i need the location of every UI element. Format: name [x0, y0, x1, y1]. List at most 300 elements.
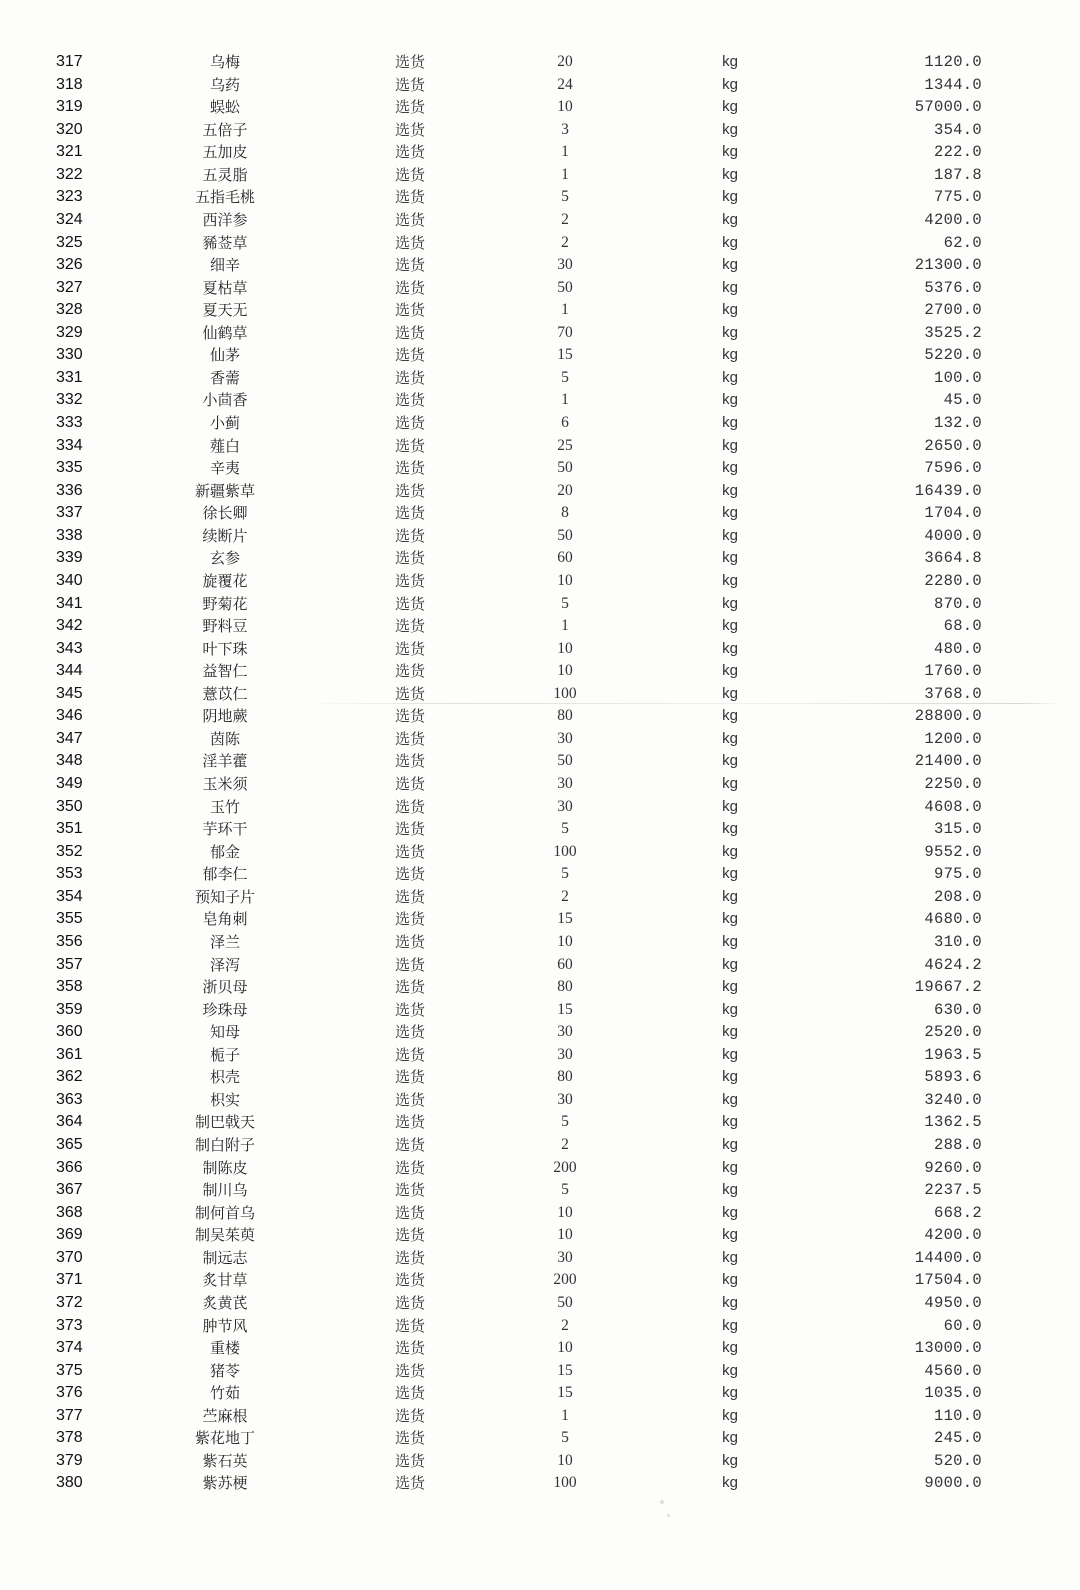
item-grade: 选货: [394, 775, 425, 793]
row-number: 364: [56, 1113, 83, 1131]
item-unit: kg: [722, 1384, 738, 1402]
item-name: 乌梅: [209, 53, 240, 71]
item-name: 紫石英: [202, 1451, 248, 1470]
table-row: [0, 186, 1080, 209]
row-number: 379: [56, 1451, 83, 1469]
row-number: 319: [56, 98, 83, 116]
item-grade: 选货: [394, 1158, 425, 1177]
item-unit: kg: [722, 887, 738, 905]
item-name: 苎麻根: [202, 1406, 248, 1425]
item-amount: 5893.6: [924, 1068, 982, 1087]
item-amount: 2700.0: [924, 301, 982, 320]
item-grade: 选货: [394, 865, 425, 884]
item-quantity: 6: [561, 414, 569, 431]
item-unit: kg: [722, 346, 738, 364]
row-number: 330: [56, 346, 83, 364]
item-name: 小茴香: [202, 391, 248, 410]
table-row: [0, 209, 1080, 232]
item-grade: 选货: [394, 617, 425, 636]
item-unit: kg: [722, 210, 738, 228]
table-row: [0, 367, 1080, 390]
item-grade: 选货: [394, 955, 425, 974]
item-amount: 60.0: [943, 1316, 982, 1335]
table-row: [0, 1450, 1080, 1473]
item-amount: 21300.0: [914, 256, 982, 275]
item-amount: 1704.0: [924, 504, 982, 523]
item-grade: 选货: [394, 120, 425, 139]
item-amount: 310.0: [933, 932, 982, 951]
item-unit: kg: [722, 1181, 738, 1199]
row-number: 318: [56, 75, 83, 93]
table-row: [0, 683, 1080, 706]
item-quantity: 5: [561, 1181, 569, 1199]
item-unit: kg: [722, 1271, 738, 1289]
table-row: [0, 389, 1080, 412]
item-unit: kg: [722, 797, 738, 815]
row-number: 336: [56, 481, 83, 499]
table-row: [0, 1202, 1080, 1225]
row-number: 358: [56, 978, 83, 996]
table-row: [0, 344, 1080, 367]
row-number: 352: [56, 842, 83, 860]
item-amount: 4200.0: [924, 1226, 982, 1245]
item-quantity: 15: [557, 1384, 573, 1402]
item-amount: 4950.0: [924, 1293, 982, 1312]
item-unit: kg: [722, 1429, 738, 1447]
item-quantity: 3: [561, 120, 569, 138]
table-row: [0, 1360, 1080, 1383]
item-grade: 选货: [394, 639, 425, 658]
item-name: 五指毛桃: [194, 188, 255, 207]
item-quantity: 100: [553, 684, 577, 702]
item-unit: kg: [722, 1474, 738, 1492]
table-row: [0, 1134, 1080, 1157]
item-grade: 选货: [394, 662, 425, 681]
item-quantity: 5: [561, 865, 569, 883]
item-unit: kg: [722, 1361, 738, 1379]
row-number: 376: [56, 1384, 83, 1402]
item-name: 猪苓: [209, 1361, 240, 1380]
table-row: [0, 1089, 1080, 1112]
item-grade: 选货: [394, 391, 425, 410]
item-unit: kg: [722, 301, 738, 319]
item-name: 知母: [209, 1023, 240, 1042]
item-grade: 选货: [394, 910, 425, 929]
item-name: 五灵脂: [202, 165, 248, 184]
table-row: [0, 51, 1080, 74]
row-number: 373: [56, 1316, 83, 1334]
item-amount: 187.8: [933, 165, 982, 184]
table-row: [0, 931, 1080, 954]
item-unit: kg: [722, 842, 738, 860]
row-number: 335: [56, 459, 83, 477]
item-grade: 选货: [394, 75, 425, 94]
row-number: 378: [56, 1429, 83, 1447]
table-row: [0, 1247, 1080, 1270]
item-quantity: 1: [561, 165, 569, 183]
item-grade: 选货: [394, 594, 425, 613]
item-unit: kg: [722, 1068, 738, 1086]
item-grade: 选货: [394, 752, 425, 771]
item-quantity: 30: [557, 1248, 573, 1266]
row-number: 324: [56, 210, 83, 228]
table-row: [0, 1472, 1080, 1495]
item-name: 豨莶草: [202, 233, 248, 252]
item-unit: kg: [722, 526, 738, 544]
table-row: [0, 547, 1080, 570]
item-grade: 选货: [394, 188, 425, 207]
item-grade: 选货: [394, 1339, 425, 1358]
item-unit: kg: [722, 1226, 738, 1244]
table-body: [0, 51, 1080, 1495]
table-row: [0, 254, 1080, 277]
item-quantity: 10: [557, 639, 573, 657]
item-grade: 选货: [394, 53, 425, 71]
item-amount: 1760.0: [924, 662, 982, 681]
item-name: 制川乌: [202, 1181, 248, 1200]
item-name: 野菊花: [202, 594, 248, 613]
row-number: 328: [56, 301, 83, 319]
row-number: 327: [56, 278, 83, 296]
item-amount: 4608.0: [924, 797, 982, 816]
row-number: 363: [56, 1090, 83, 1108]
table-row: [0, 908, 1080, 931]
item-unit: kg: [722, 188, 738, 206]
item-amount: 354.0: [933, 120, 982, 139]
item-grade: 选货: [394, 210, 425, 229]
item-amount: 3768.0: [924, 684, 982, 703]
row-number: 366: [56, 1158, 83, 1176]
row-number: 341: [56, 594, 83, 612]
item-amount: 9552.0: [924, 842, 982, 861]
item-quantity: 2: [561, 210, 569, 228]
item-grade: 选货: [394, 1474, 425, 1493]
table-row: [0, 863, 1080, 886]
row-number: 320: [56, 120, 83, 138]
item-quantity: 70: [557, 323, 573, 341]
item-unit: kg: [722, 932, 738, 950]
item-amount: 16439.0: [914, 481, 982, 500]
item-amount: 1362.5: [924, 1113, 982, 1132]
item-amount: 62.0: [943, 233, 982, 252]
item-grade: 选货: [394, 278, 425, 297]
item-name: 仙鹤草: [202, 323, 248, 342]
item-grade: 选货: [394, 1406, 425, 1425]
item-amount: 9260.0: [924, 1158, 982, 1177]
item-quantity: 100: [553, 842, 577, 860]
row-number: 338: [56, 526, 83, 544]
row-number: 349: [56, 775, 83, 792]
item-grade: 选货: [394, 707, 425, 726]
item-quantity: 1: [561, 391, 569, 409]
row-number: 361: [56, 1045, 83, 1063]
table-row: [0, 164, 1080, 187]
item-quantity: 60: [557, 955, 573, 973]
table-row: [0, 502, 1080, 525]
item-grade: 选货: [394, 1271, 425, 1290]
item-unit: kg: [722, 53, 738, 70]
item-grade: 选货: [394, 1429, 425, 1448]
table-row: [0, 412, 1080, 435]
table-row: [0, 999, 1080, 1022]
item-unit: kg: [722, 775, 738, 792]
item-name: 仙茅: [209, 346, 240, 365]
item-name: 制陈皮: [202, 1158, 248, 1177]
item-quantity: 10: [557, 571, 573, 589]
row-number: 350: [56, 797, 83, 815]
item-grade: 选货: [394, 459, 425, 478]
item-grade: 选货: [394, 165, 425, 184]
table-row: [0, 1315, 1080, 1338]
item-name: 制吴茱萸: [194, 1226, 255, 1245]
item-name: 新疆紫草: [194, 481, 255, 500]
table-row: [0, 796, 1080, 819]
item-quantity: 50: [557, 526, 573, 544]
row-number: 337: [56, 504, 83, 522]
item-grade: 选货: [394, 1023, 425, 1042]
table-row: [0, 299, 1080, 322]
row-number: 339: [56, 549, 83, 567]
item-quantity: 30: [557, 1045, 573, 1063]
item-name: 玉米须: [202, 775, 248, 793]
item-quantity: 5: [561, 368, 569, 386]
item-name: 肿节风: [202, 1316, 248, 1335]
item-name: 预知子片: [194, 887, 255, 906]
row-number: 321: [56, 143, 83, 161]
table-row: [0, 705, 1080, 728]
item-name: 夏天无: [202, 301, 248, 320]
item-grade: 选货: [394, 978, 425, 997]
table-row: [0, 818, 1080, 841]
item-unit: kg: [722, 684, 738, 702]
item-unit: kg: [722, 1248, 738, 1266]
item-amount: 17504.0: [914, 1271, 982, 1290]
item-unit: kg: [722, 910, 738, 928]
table-row: [0, 841, 1080, 864]
row-number: 360: [56, 1023, 83, 1041]
table-row: [0, 322, 1080, 345]
item-quantity: 24: [557, 75, 573, 93]
item-name: 珍珠母: [202, 1000, 248, 1019]
table-row: [0, 773, 1080, 796]
item-amount: 630.0: [933, 1000, 982, 1019]
item-name: 益智仁: [202, 662, 248, 681]
item-name: 郁金: [209, 842, 240, 861]
item-grade: 选货: [394, 1293, 425, 1312]
item-unit: kg: [722, 1023, 738, 1041]
item-quantity: 10: [557, 1339, 573, 1357]
item-name: 夏枯草: [202, 278, 248, 297]
item-quantity: 80: [557, 707, 573, 725]
item-amount: 288.0: [933, 1136, 982, 1154]
item-amount: 1963.5: [924, 1045, 982, 1064]
row-number: 374: [56, 1339, 83, 1357]
item-grade: 选货: [394, 1203, 425, 1222]
table-row: [0, 728, 1080, 751]
item-grade: 选货: [394, 932, 425, 951]
item-grade: 选货: [394, 1068, 425, 1087]
item-grade: 选货: [394, 729, 425, 748]
item-grade: 选货: [394, 797, 425, 816]
row-number: 359: [56, 1000, 83, 1018]
item-name: 紫花地丁: [194, 1429, 255, 1448]
item-grade: 选货: [394, 346, 425, 365]
item-amount: 668.2: [933, 1203, 982, 1222]
item-quantity: 2: [561, 887, 569, 905]
row-number: 367: [56, 1181, 83, 1199]
item-grade: 选货: [394, 481, 425, 500]
item-amount: 520.0: [933, 1451, 982, 1470]
item-unit: kg: [722, 978, 738, 996]
item-grade: 选货: [394, 1000, 425, 1019]
item-grade: 选货: [394, 1181, 425, 1200]
item-unit: kg: [722, 617, 738, 635]
item-quantity: 2: [561, 233, 569, 251]
item-name: 淫羊藿: [202, 752, 248, 771]
item-quantity: 200: [553, 1271, 577, 1289]
item-unit: kg: [722, 98, 738, 116]
item-name: 郁李仁: [202, 865, 248, 884]
table-row: [0, 1044, 1080, 1067]
item-grade: 选货: [394, 368, 425, 387]
item-quantity: 10: [557, 98, 573, 116]
table-row: [0, 1224, 1080, 1247]
table-row: [0, 435, 1080, 458]
item-amount: 2650.0: [924, 436, 982, 455]
table-row: [0, 1427, 1080, 1450]
item-unit: kg: [722, 1000, 738, 1018]
item-name: 制白附子: [194, 1136, 255, 1154]
item-unit: kg: [722, 1113, 738, 1131]
item-unit: kg: [722, 1316, 738, 1334]
row-number: 332: [56, 391, 83, 409]
item-name: 细辛: [209, 256, 240, 275]
item-grade: 选货: [394, 549, 425, 568]
row-number: 346: [56, 707, 83, 725]
row-number: 362: [56, 1068, 83, 1086]
item-quantity: 60: [557, 549, 573, 567]
item-amount: 775.0: [933, 188, 982, 207]
row-number: 370: [56, 1248, 83, 1266]
item-unit: kg: [722, 729, 738, 747]
item-grade: 选货: [394, 414, 425, 432]
row-number: 340: [56, 571, 83, 589]
table-row: [0, 1179, 1080, 1202]
item-grade: 选货: [394, 1113, 425, 1132]
item-grade: 选货: [394, 571, 425, 590]
item-name: 五倍子: [202, 120, 248, 139]
item-grade: 选货: [394, 1384, 425, 1403]
item-unit: kg: [722, 165, 738, 183]
item-amount: 19667.2: [914, 978, 982, 997]
row-number: 344: [56, 662, 83, 680]
item-quantity: 10: [557, 1451, 573, 1469]
item-amount: 975.0: [933, 865, 982, 884]
table-row: [0, 660, 1080, 683]
item-name: 乌药: [209, 75, 240, 94]
table-row: [0, 886, 1080, 909]
item-unit: kg: [722, 368, 738, 386]
table-row: [0, 1382, 1080, 1405]
item-quantity: 50: [557, 1293, 573, 1311]
item-amount: 57000.0: [914, 98, 982, 117]
scan-speck: [660, 1500, 664, 1504]
item-unit: kg: [722, 143, 738, 161]
item-name: 制何首乌: [194, 1203, 255, 1222]
item-amount: 870.0: [933, 594, 982, 613]
item-name: 阴地蕨: [202, 707, 248, 726]
item-unit: kg: [722, 549, 738, 567]
item-name: 制巴戟天: [194, 1113, 255, 1132]
item-quantity: 15: [557, 1361, 573, 1379]
item-unit: kg: [722, 865, 738, 883]
item-quantity: 5: [561, 594, 569, 612]
table-row: [0, 570, 1080, 593]
item-amount: 3240.0: [924, 1090, 982, 1109]
item-name: 五加皮: [202, 143, 248, 162]
item-grade: 选货: [394, 1136, 425, 1154]
row-number: 323: [56, 188, 83, 206]
item-amount: 1120.0: [924, 53, 982, 71]
item-name: 续断片: [202, 526, 248, 545]
table-row: [0, 1066, 1080, 1089]
item-unit: kg: [722, 256, 738, 274]
table-row: [0, 480, 1080, 503]
table-row: [0, 277, 1080, 300]
row-number: 375: [56, 1361, 83, 1379]
row-number: 371: [56, 1271, 83, 1289]
item-unit: kg: [722, 1293, 738, 1311]
item-amount: 21400.0: [914, 752, 982, 771]
row-number: 356: [56, 932, 83, 950]
item-amount: 100.0: [933, 368, 982, 387]
item-amount: 45.0: [943, 391, 982, 410]
row-number: 333: [56, 414, 83, 431]
table-row: [0, 457, 1080, 480]
item-name: 叶下珠: [202, 639, 248, 658]
item-amount: 5220.0: [924, 346, 982, 365]
table-row: [0, 74, 1080, 97]
table-row: [0, 1337, 1080, 1360]
item-quantity: 5: [561, 1113, 569, 1131]
item-grade: 选货: [394, 842, 425, 861]
item-amount: 2280.0: [924, 571, 982, 590]
item-amount: 2237.5: [924, 1181, 982, 1200]
item-amount: 480.0: [933, 639, 982, 658]
row-number: 365: [56, 1136, 83, 1153]
item-unit: kg: [722, 707, 738, 725]
table-row: [0, 1269, 1080, 1292]
table-row: [0, 96, 1080, 119]
item-quantity: 80: [557, 978, 573, 996]
row-number: 353: [56, 865, 83, 883]
item-name: 枳壳: [209, 1068, 240, 1087]
item-amount: 208.0: [933, 887, 982, 906]
item-grade: 选货: [394, 301, 425, 320]
item-amount: 110.0: [933, 1406, 982, 1425]
item-name: 芋环干: [202, 820, 248, 839]
item-unit: kg: [722, 1045, 738, 1063]
item-grade: 选货: [394, 256, 425, 275]
item-quantity: 30: [557, 1023, 573, 1041]
item-name: 制远志: [202, 1248, 248, 1267]
item-quantity: 30: [557, 1090, 573, 1108]
item-name: 徐长卿: [202, 504, 248, 523]
table-row: [0, 954, 1080, 977]
item-name: 玉竹: [209, 797, 240, 816]
item-quantity: 15: [557, 1000, 573, 1018]
item-amount: 4624.2: [924, 955, 982, 974]
